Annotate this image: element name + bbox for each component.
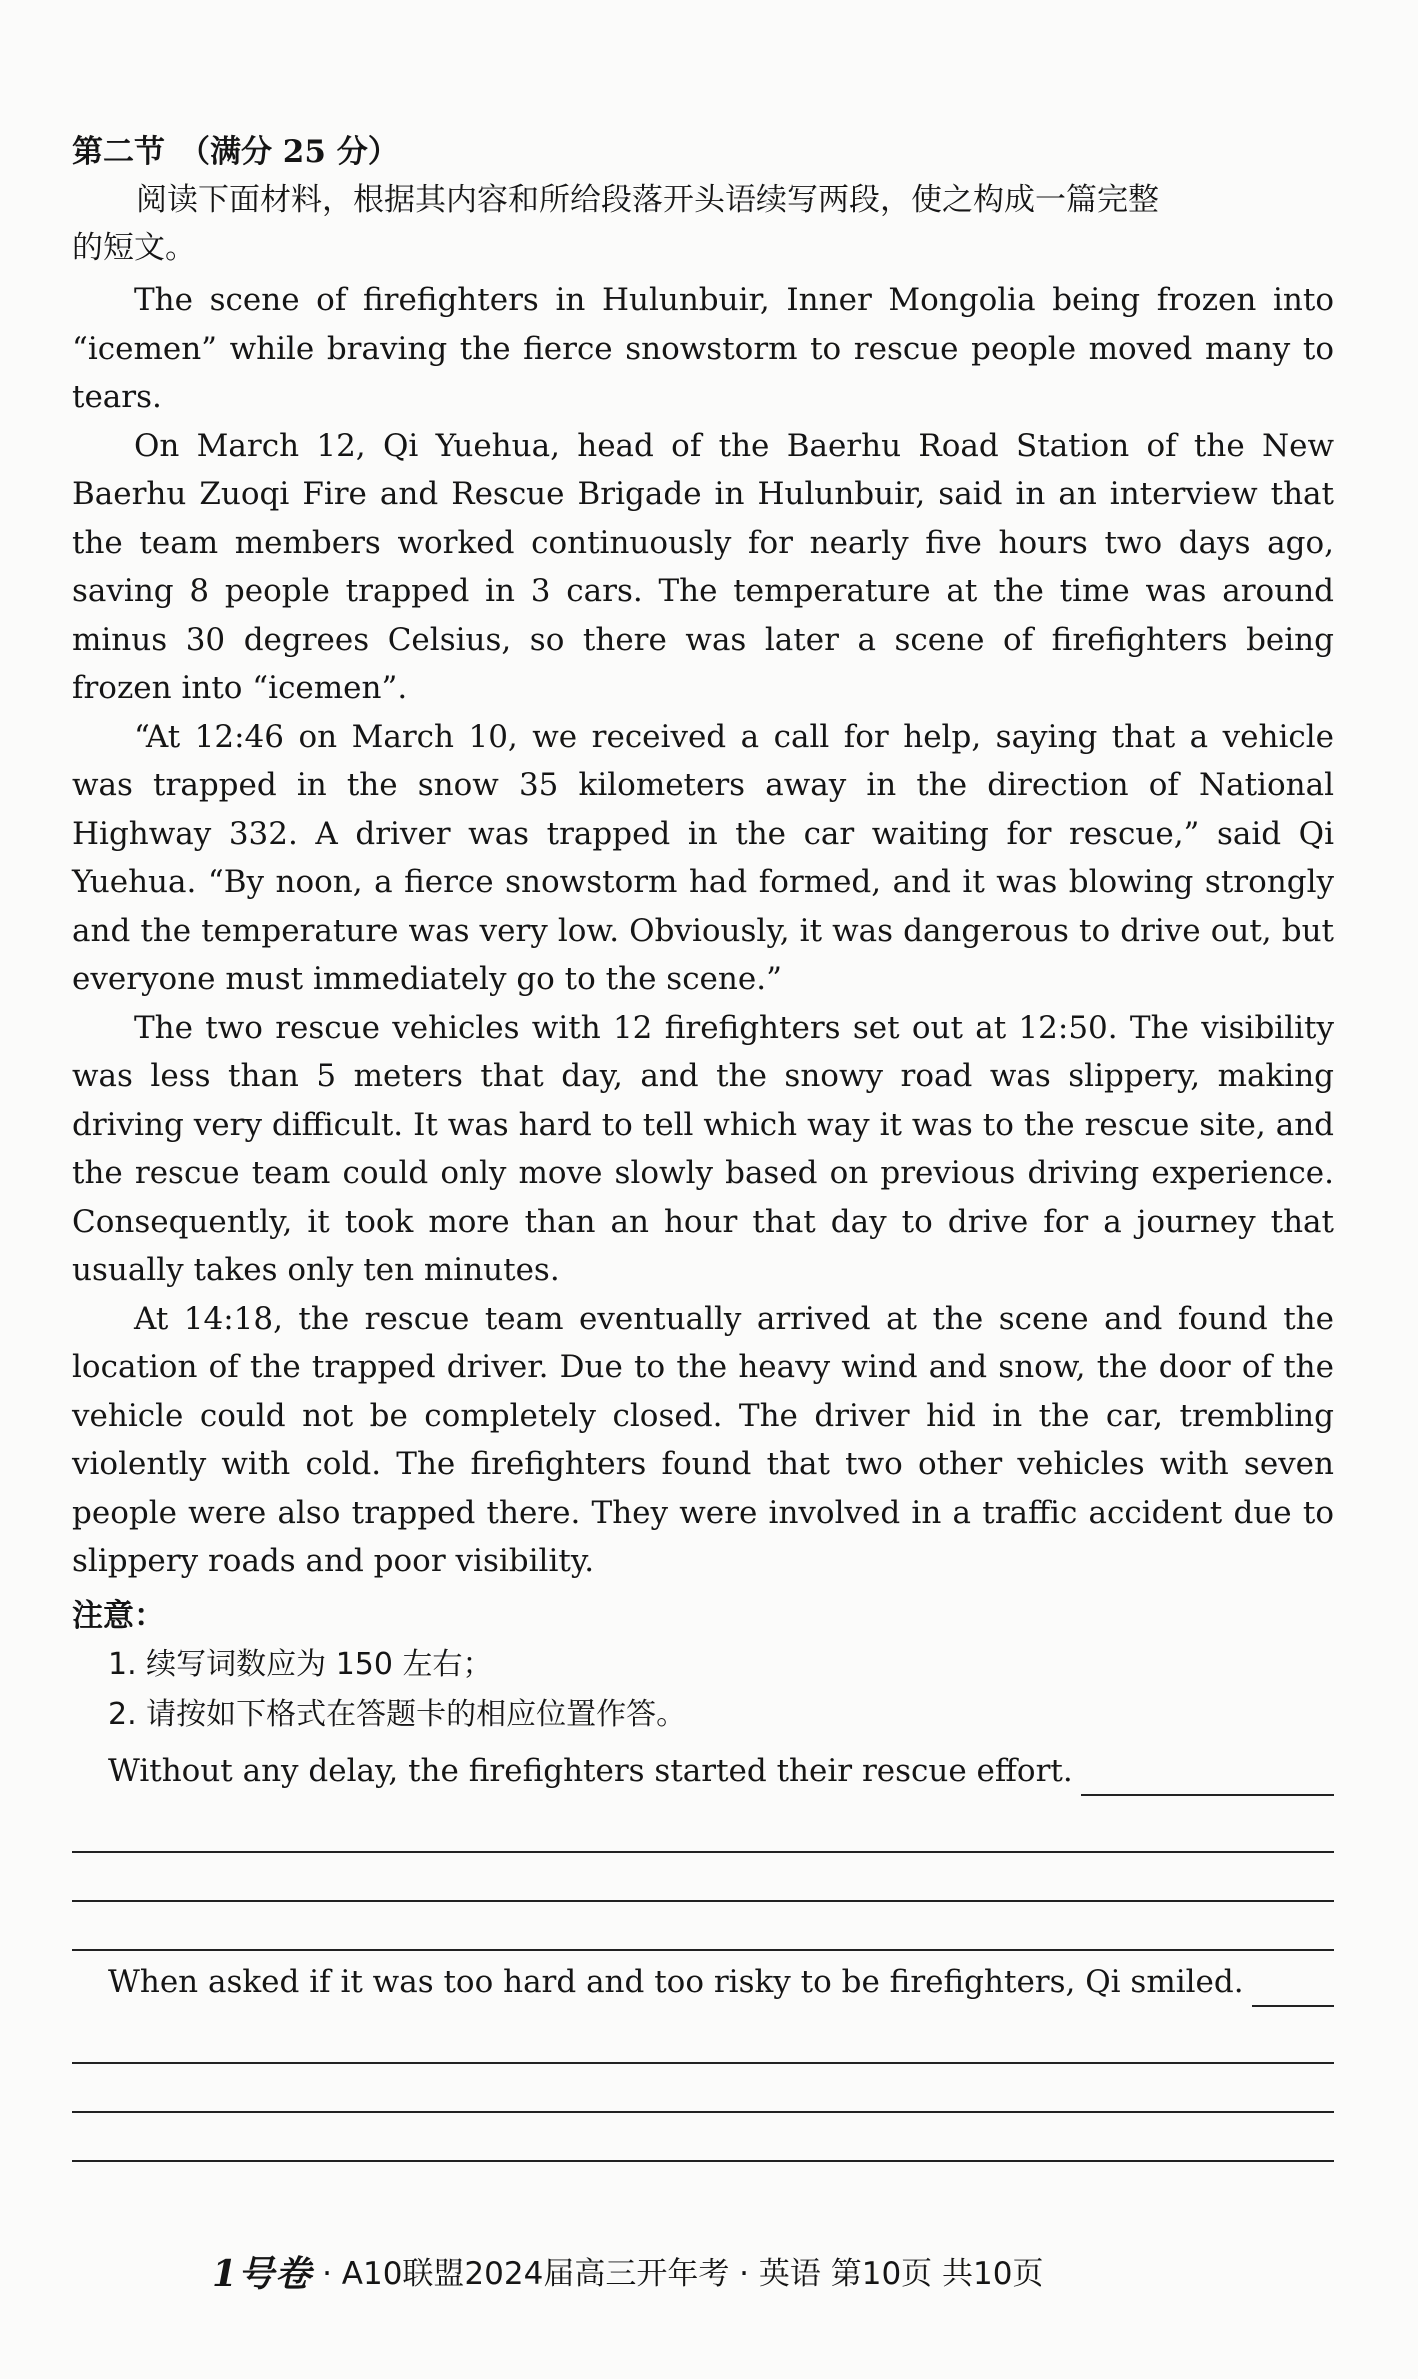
notes-title: 注意： [72, 1597, 165, 1634]
page-footer [212, 2252, 1043, 2296]
instruction-line-1: 阅读下面材料，根据其内容和所给段落开头语续写两段，使之构成一篇完整 [136, 182, 1159, 218]
continuation-prompt-2 [72, 1957, 1334, 2007]
passage-paragraph: The scene of firefighters in Hulunbuir, Inner Mongolia being frozen into “icemen” while braving the fierce snowstorm to rescue people moved many to tears. [72, 282, 1334, 415]
instruction-line-2: 的短文。 [72, 230, 196, 266]
answer-blank[interactable] [1081, 1760, 1334, 1796]
answer-blank[interactable] [1252, 1971, 1334, 2007]
passage-paragraph: “At 12:46 on March 10, we received a call for help, saying that a vehicle was trapped in the snow 35 kilometers away in the direction of National Highway 332. A driver was trapped in the car waiting for rescue,” said Qi Yuehua. “By noon, a fierce snowstorm had formed, and it was blowing strongly and the temperature was very low. Obviously, it was dangerous to drive out, but everyone must immediately go to the scene.” [72, 718, 1334, 997]
continuation-prompt-1 [72, 1746, 1334, 1796]
passage-paragraph: At 14:18, the rescue team eventually arrived at the scene and found the location of the trapped driver. Due to the heavy wind and snow, the door of the vehicle could not be completely closed. The driver hid in the car, trembling violently with cold. The firefighters found that two other vehicles with seven people were also trapped there. They were involved in a traffic accident due to slippery roads and poor visibility. [72, 1300, 1334, 1579]
passage-paragraph: On March 12, Qi Yuehua, head of the Baerhu Road Station of the New Baerhu Zuoqi Fire and Rescue Brigade in Hulunbuir, said in an interview that the team members worked continuously for nearly five hours two days ago, saving 8 people trapped in 3 cars. The temperature at the time was around minus 30 degrees Celsius, so there was later a scene of firefighters being frozen into “icemen”. [72, 427, 1334, 706]
answer-line[interactable] [72, 2113, 1334, 2162]
reading-passage [72, 276, 1334, 1586]
notes [72, 1592, 1334, 1740]
section-instruction [72, 176, 1334, 272]
note-item: 1. 续写词数应为 150 左右； [108, 1646, 493, 1682]
section-points: （满分 25 分） [179, 134, 399, 170]
section-title: 第二节 [72, 134, 165, 170]
answer-line[interactable] [72, 1804, 1334, 1853]
section-header [72, 128, 1334, 176]
prompt-2-text: When asked if it was too hard and too risky to be firefighters, Qi smiled. [108, 1963, 1244, 2000]
footer-brand: 1号卷 [212, 2253, 313, 2295]
footer-info: · A10联盟2024届高三开年考 · 英语 第10页 共10页 [322, 2256, 1044, 2292]
bleed-through-decoration [60, 2010, 1360, 2040]
answer-lines-1[interactable] [72, 1804, 1334, 1951]
writing-section [72, 128, 1334, 2162]
answer-line[interactable] [72, 1902, 1334, 1951]
answer-line[interactable] [72, 1853, 1334, 1902]
answer-line[interactable] [72, 2064, 1334, 2113]
note-item: 2. 请按如下格式在答题卡的相应位置作答。 [108, 1696, 687, 1732]
prompt-1-text: Without any delay, the firefighters started their rescue effort. [108, 1752, 1073, 1789]
passage-paragraph: The two rescue vehicles with 12 firefighters set out at 12:50. The visibility was less than 5 meters that day, and the snowy road was slippery, making driving very difficult. It was hard to tell which way it was to the rescue site, and the rescue team could only move slowly based on previous driving experience. Consequently, it took more than an hour that day to drive for a journey that usually takes only ten minutes. [72, 1009, 1334, 1288]
